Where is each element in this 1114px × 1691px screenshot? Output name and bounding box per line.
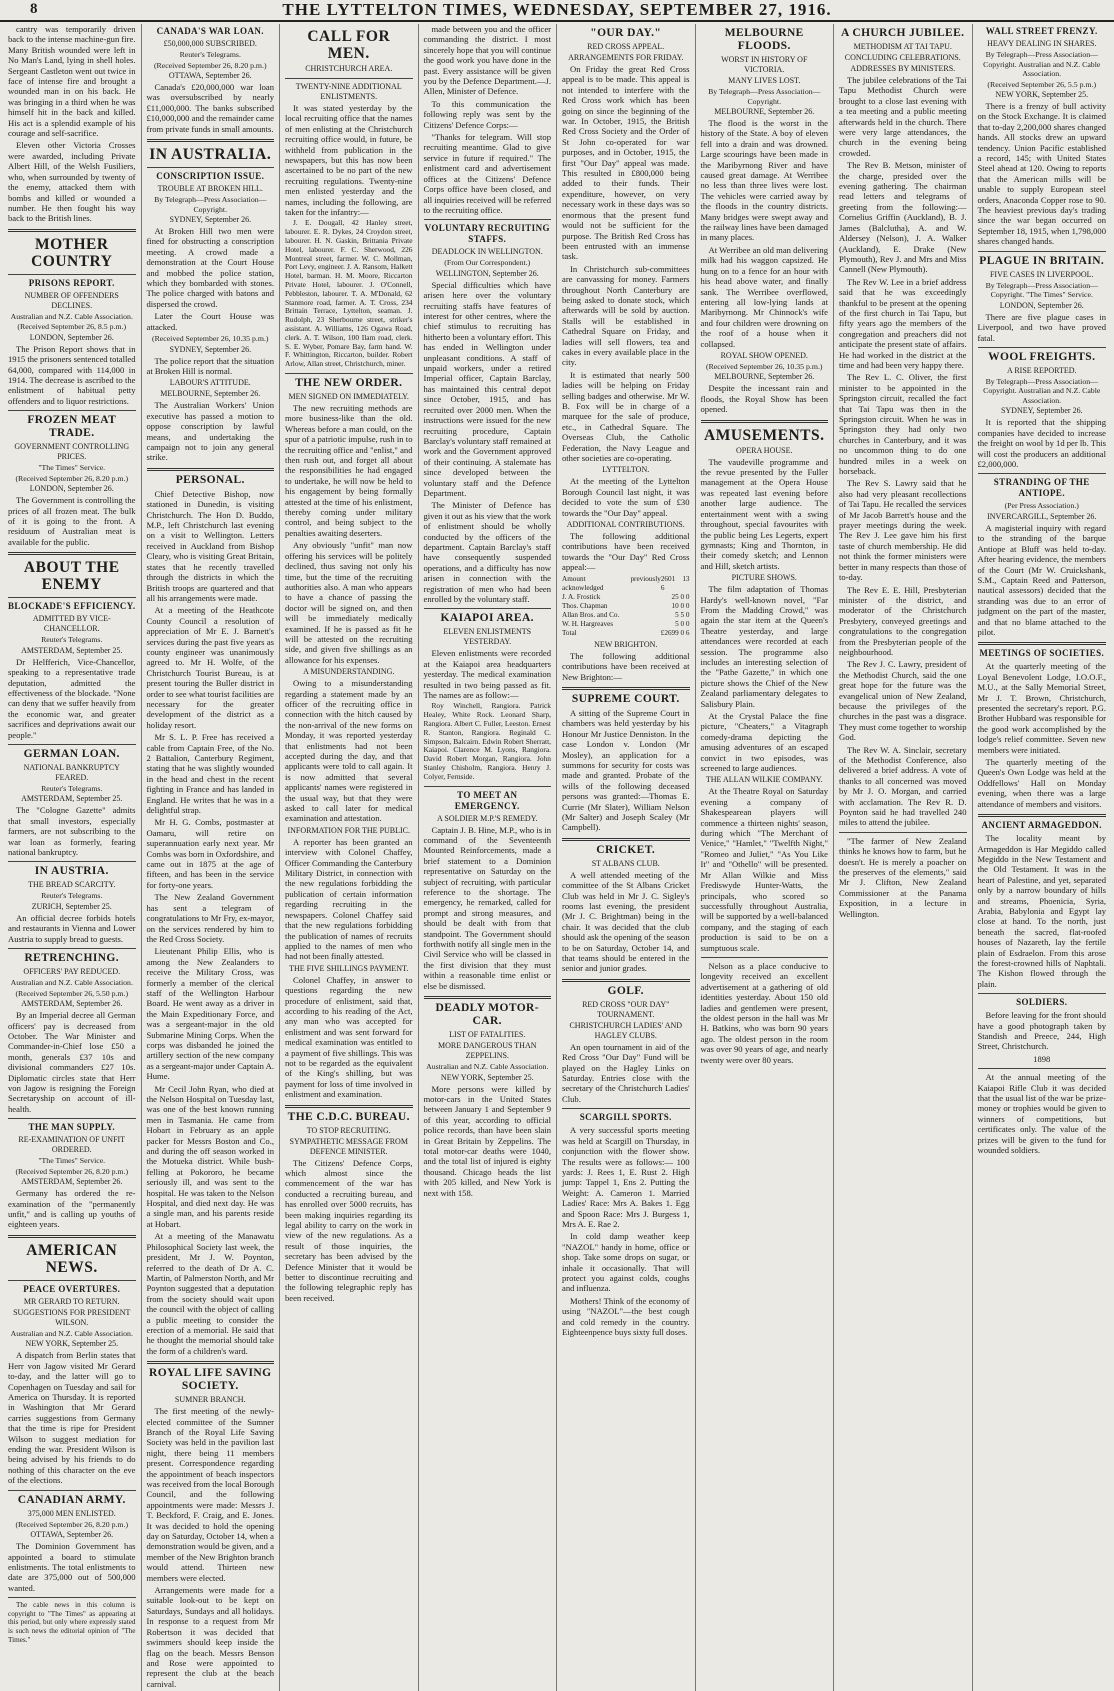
article-subheading: THE ALLAN WILKIE COMPANY. (705, 775, 823, 785)
article-text: The film adaptation of Thomas Hardy's well-known novel, "Far From the Madding Crowd," was again the star item at the Queen's Theatre yesterday, and large attendances were recorded at each session. The programme also includes an interesting selection of the "Pathe Gazette," in which one picture shows the Chief of the New Zealand parliamentary delegates to Salisbury Plain. (700, 584, 828, 709)
dateline: SYDNEY, September 26. (169, 344, 252, 354)
article-text: Eleven enlistments were recorded at the Kaiapoi area headquarters yesterday. The medical examination resulted in two being passed as fit. The names are as follow:— (423, 648, 551, 701)
source-line: Reuter's Telegrams. (41, 891, 103, 901)
article-subheading: GOVERNMENT CONTROLLING PRICES. (14, 442, 130, 462)
article-subheading: NATIONAL BANKRUPTCY FEARED. (23, 762, 120, 782)
divider (147, 468, 275, 471)
article-heading: PEACE OVERTURES. (23, 1283, 121, 1294)
divider (562, 1108, 690, 1109)
column-8 (973, 24, 1112, 1691)
article-subheading: ROYAL SHOW OPENED. (720, 350, 808, 360)
article-text: The locality meant by Armageddon is Har Megiddo called Megiddo in the New Testament and the Old Testament. It was in the heart of Palestine, and yet, separated only by a narrow boundary of hills and streams, Phoenicia, Syria, Arabia, Babylonia and Egypt lay close at hand. To the north, just beneath the sacred, flat-roofed houses of Nazareth, lay the fertile plain of Esdraelon. From this arose the forest-crowned hills of Naphtali. The Kishon flowed through the plain. (977, 833, 1106, 989)
article-heading: IN AUSTRIA. (34, 865, 109, 878)
source-line: Reuter's Telegrams. (41, 635, 103, 645)
page-number: 8 (30, 1, 38, 17)
divider (8, 1235, 136, 1238)
article-text: Nelson as a place conducive to longevity received an excellent advertisement at a gathering of old identities yesterday. About 150 old ladies and gentlemen were present, the oldest person in the hall was Mr H. Batkins, who was born 90 years ago. The oldest person in the room was over 90 years of age, and nearly twenty were over 80 years. (700, 960, 828, 1065)
newspaper-columns (3, 24, 1111, 1689)
article-text: To this communication the following reply was sent by the Citizens' Defence Corps:— (423, 98, 551, 130)
dateline: NEW YORK, September 25. (25, 1339, 119, 1349)
article-text: Mr Cecil John Ryan, who died at the Nelson Hospital on Tuesday last, was one of the best known running men in Tasmania. He came from Hobart in February as an apple packer for Messrs Boston and Co., and during the off season worked in the Motueka district. While bush-felling at Pokororo, he became seriously ill, and was sent to the hospital. He was taken to the Nelson Hospital, and died next day. He was a single man, and his parents reside at Hobart. (146, 1083, 274, 1229)
article-heading: "OUR DAY." (590, 27, 662, 39)
section-heading: IN AUSTRALIA. (149, 146, 272, 164)
article-subheading: MORE DANGEROUS THAN ZEPPELINS. (437, 1041, 537, 1061)
article-text: A reporter has been granted an interview with Colonel Chaffey, Officer Commanding the Canterbury Military District, in connection with the new regulations forbidding the publication of certain information regarding recruiting in the newspapers. Colonel Chaffey said that the new regulations forbidding the publication of names of recruits applied to the names of men who had not been finally attested. (285, 836, 413, 962)
article-text: Canada's £20,000,000 war loan was oversubscribed by nearly £11,000,000. The banks subscribed £10,000,000 and the remainder came from private funds in small amounts. (146, 82, 274, 134)
divider (8, 1597, 136, 1598)
divider (8, 1280, 136, 1281)
article-text: The Prison Report shows that in 1915 the prisoners sentenced totalled 64,000, compared with 114,000 in 1914. The decrease is ascribed to the enlistment of habitual petty offenders and to liquor restrictions. (8, 343, 136, 406)
dateline: SYDNEY, September 26. (169, 215, 252, 225)
article-text: At the meeting of the Lyttelton Borough Council last night, it was decided to vote the sum of £30 towards the "Our Day" appeal. (562, 476, 690, 518)
divider (701, 957, 829, 958)
article-text: The Rev B. Metson, minister of the charge, presided over the evening gathering. The chairman read letters and telegrams of greeting from the following:—Cornelius Griffin (Auckland), B. J. James (Balclutha), A. and W. Aldersey (Nelson), J. A. Walker (Auckland), E. Drake (New Plymouth), Rev J. and Mrs and Miss Cannell (New Plymouth). (839, 160, 967, 275)
received-line: (Received September 26, 5.50 p.m.) (15, 988, 129, 998)
article-text: Despite the incessant rain and floods, the Royal Show has been opened. (700, 383, 828, 415)
article-subheading: TWENTY-NINE ADDITIONAL ENLISTMENTS. (295, 82, 402, 101)
article-text: More persons were killed by motor-cars in the United States between January 1 and September 9 of this year, according to official police records, than have been slain in Great Britain by Zeppelins. The total motor-car deaths were 1040, and the total list of injured is eighty thousand. Chicago heads the list with 205 killed, and New York is next with 158. (423, 1083, 551, 1198)
article-subheading: MANY LIVES LOST. (728, 76, 801, 85)
masthead (0, 0, 1114, 22)
article-text: A magisterial inquiry with regard to the stranding of the barque Antiope at Bluff was held to-day. After hearing evidence, the members of the Court (Mr W. Cruickshank, S.M., Captain Reed and Patterson, nautical assessors) decided that the stranding was due to an error of judgment on the part of the master, and that no blame attached to the pilot. (977, 522, 1106, 637)
dateline: SYDNEY, September 26. (1000, 406, 1083, 416)
divider (147, 167, 275, 168)
contributions-table (562, 575, 690, 638)
received-line: (Received September 26, 8.20 p.m.) (15, 1519, 129, 1529)
article-subheading: LIST OF FATALITIES. (449, 1030, 526, 1040)
section-heading: AMUSEMENTS. (704, 426, 825, 444)
article-text: Arrangements were made for a suitable look-out to be kept on Saturdays, Sundays and all holidays. In response to a request from Mr Robertson it was decided that swimmers should keep inside the flag on the beach. Messrs Benson and Rose were appointed to represent the club at the beach carnival. (146, 1585, 274, 1689)
divider (285, 373, 413, 374)
dateline: ZURICH, September 25. (31, 901, 112, 911)
article-subheading: RED CROSS APPEAL. (587, 42, 665, 51)
article-text: Germany has ordered the re-examination of the "permanently unfit," and is calling up youths of eighteen years. (8, 1188, 136, 1230)
source-line: Reuter's Telegrams. (179, 50, 241, 59)
article-subheading: DEADLOCK IN WELLINGTON. (431, 247, 543, 257)
section-heading: MOTHER COUNTRY (31, 235, 113, 270)
article-text: The police report that the situation at Broken Hill is normal. (146, 355, 274, 376)
divider (978, 993, 1107, 994)
article-text: Any obviously "unfit" man now offering his services will be politely declined, thus saving not only his time, but the time of the recruiting authorities also. A man who appears to have a chance of passing the doctor will be signed on, and then will be immediately medically examined. If he is passed as fit he will be attested on the recruiting side, and given five shillings as an allowance for his expenses. (285, 540, 413, 665)
article-text: The Rev S. Lawry said that he also had very pleasant recollections of Tai Tapu. He recalled the services of Mr Jacob Barrett's house and the prayer meetings during the week. The Rev J. Lee gave him his first taste of church membership. He did not think the former ministers were better in many respects than those of to-day. (839, 478, 967, 583)
article-text: A well attended meeting of the committee of the St Albans Cricket Club was held in Mr J. C. Sigley's rooms last evening, the president (Mr J. C. Brightman) being in the chair. It was decided that the club should ask the opening of the season to be on Saturday, October 14, and that teams should be entered in the senior and junior grades. (562, 869, 690, 974)
article-subheading: TO STOP RECRUITING. (306, 1125, 391, 1135)
article-heading: FROZEN MEAT TRADE. (27, 414, 117, 440)
divider (978, 1068, 1107, 1069)
article-text: Colonel Chaffey, in answer to questions regarding the new procedure of enlistment, said that, according to his reading of the Act, any man who was accepted for enlistment and was sent forward for medical examination was entitled to a payment of five shillings. This was not to be regarded as the equivalent of the King's shilling, but was payment for loss of time involved in enlistment and examination. (285, 974, 413, 1100)
dateline: LONDON, September 26. (999, 300, 1084, 310)
section-heading: ABOUT THE ENEMY (23, 559, 120, 594)
article-text: An open tournament in aid of the Red Cross "Our Day" Fund will be played on the Hagley Links on Saturday. Entries close with the secretary of the Christchurch Ladies' Club. (562, 1041, 690, 1104)
divider (978, 251, 1107, 252)
article-subheading: WORST IN HISTORY OF VICTORIA. (721, 55, 808, 74)
divider (147, 139, 275, 142)
article-heading: GOLF. (607, 984, 644, 997)
table-row: Total £2699 0 6 (562, 628, 690, 637)
article-text: The Government is controlling the prices of all frozen meat. The bulk of it is going to the front. A residuum of Australian meat is available for the public. (8, 495, 136, 547)
article-text: There are five plague cases in Liverpool, and two have proved fatal. (977, 311, 1106, 343)
article-text: Dr Helfferich, Vice-Chancellor, speaking to a representative trade deputation, admitted the effectiveness of the blockade. "None can deny that we suffer heavily from the economic war, and greater sacrifices and deprivations await our people." (8, 656, 136, 740)
article-heading: KAIAPOI AREA. (440, 612, 534, 625)
column-3 (280, 24, 419, 1691)
divider (8, 410, 136, 411)
article-heading: RETRENCHING. (24, 952, 120, 965)
article-heading: THE MAN SUPPLY. (28, 1122, 116, 1133)
article-text: The Rev W. A. Sinclair, secretary of the Methodist Conference, also delivered a brief address. A vote of thanks to all concerned was moved by Mr J. O. Morgan, and carried with acclamation. The Rev R. D. Poynton said he had travelled 240 miles to attend the jubilee. (839, 744, 967, 828)
article-heading: WOOL FREIGHTS. (988, 350, 1096, 363)
article-text: The Minister of Defence has given it out as his view that the work of enlistment should be wholly conducted by the officers of the department. Captain Barclay's staff have consequently suspended operations, and a difficulty has now arisen in connection with the registration of men who had been enrolled by the voluntary staff. (423, 500, 551, 604)
dateline: INVERCARGILL, September 26. (987, 511, 1097, 521)
article-text: The New Zealand Government has sent a telegram of congratulations to Mr Fry, ex-mayor, on the services rendered by him to the Red Cross Society. (146, 892, 274, 944)
article-heading: DEADLY MOTOR-CAR. (435, 1002, 539, 1028)
received-line: (Received September 26, 8.20 p.m.) (15, 1166, 129, 1176)
article-text: Owing to a misunderstanding regarding a statement made by an officer of the recruiting office in connection with the hitch caused by the non-arrival of the new forms on Monday, it was reported yesterday that enlistments had not been accepted during the day, and that applicants were told to call again. It is now admitted that several applicants' names were registered in the usual way, but that they were asked to call later for medical examination and attestation. (285, 678, 413, 824)
divider (978, 814, 1107, 817)
received-line: (Received September 26, 8.20 p.m.) (15, 473, 129, 483)
article-subheading: CONCLUDING CELEBRATIONS. (844, 53, 961, 62)
article-text: Eleven other Victoria Crosses were awarded, including Private Albert Hill, of the Welsh Fusiliers, who, when surrounded by twenty of the enemy, attacked them with bombs and killed or wounded a number. He then fought his way back to the British lines. (8, 140, 136, 224)
article-text: A sitting of the Supreme Court in chambers was held yesterday by his Honour Mr Justice Denniston. In the case London v. London (Mr Mosley), an application for a summons for security for costs was made and granted. Probate of the wills of the following deceased persons was granted:—Thomas E. Currie (Mr Slater), William Nelson (Mr Salter) and Joseph Scaley (Mr Campbell). (562, 707, 690, 833)
article-subheading: FIVE CASES IN LIVERPOOL. (989, 269, 1094, 279)
section-heading: AMERICAN NEWS. (26, 1241, 118, 1276)
article-subheading: RE-EXAMINATION OF UNFIT ORDERED. (18, 1135, 126, 1155)
article-subheading: MR GERARD TO RETURN. (23, 1296, 120, 1306)
divider (285, 78, 413, 79)
article-text: The Rev E. E. Hill, Presbyterian minister of the district, and moderator of the Christchurch Presbytery, conveyed greetings and congratulations to the congregation from the Presbyterian people of the neighbourhood. (839, 584, 967, 657)
article-heading: SCARGILL SPORTS. (579, 1112, 672, 1123)
divider (8, 229, 136, 232)
advertisement-code: 1898 (1033, 1053, 1051, 1064)
section-heading: CALL FOR MEN. (307, 28, 391, 62)
article-heading: TO MEET AN EMERGENCY. (454, 789, 520, 811)
article-text: Mothers! Think of the economy of using "NAZOL"—the best cough and cold remedy in the country. Eighteenpence buys sixty full doses. (562, 1295, 690, 1337)
article-text: "Thanks for telegram. Will stop recruiting meantime. Glad to give service in future if required." The enlistment card and advertisement offices at the Citizens' Defence Corps office have been closed, and all inquiries received will be referred to the recruiting office. (423, 132, 551, 215)
divider (147, 1361, 275, 1364)
article-heading: STRANDING OF THE ANTIOPE. (993, 477, 1090, 499)
article-text: Special difficulties which have arisen here over the voluntary recruiting staffs have features of interest for other centres, where the chief stimulus to recruiting has hitherto been a voluntary effort. This has ended in Wellington under unpleasant conditions. A staff of unpaid workers, under a retired Imperial officer, Captain Barclay, has maintained this central depot since October, 1915, and has recruited over 2000 men. When the instructions were issued for the new recruiting procedure, Captain Barclay's voluntary staff remained at work and the Government approved of their continuing. A stalemate has since developed between the voluntary staff and the Defence Department. (423, 279, 551, 498)
received-line: (Received September 26, 10.35 p.m.) (152, 334, 269, 344)
article-text: It was stated yesterday by the local recruiting office that the names of men enlisting at the Christchurch recruiting office would, in future, be withheld from publication in the newspapers, but this has now been ascertained to be no part of the new recruiting regulations. Twenty-nine men enlisted yesterday and the names, including the following, are taken for the infantry:— (285, 103, 413, 218)
received-line: (Received September 26, 8.5 p.m.) (17, 322, 127, 332)
article-text: The Rev W. Lee in a brief address said that he was exceedingly thankful to be present at the opening of the first church in Tai Tapu, but fifty years ago the members of the congregation and preachers did not anticipate the present state of affairs. He had worked in the district at the time and had been very happy there. (839, 276, 967, 370)
divider (978, 473, 1107, 474)
article-heading: THE C.D.C. BUREAU. (287, 1110, 410, 1123)
article-heading: MEETINGS OF SOCIETIES. (979, 648, 1105, 659)
advertisement-text: Before leaving for the front should have a good photograph taken by Standish and Preece, 244, High Street, Christchurch. (977, 1010, 1106, 1052)
article-text: An official decree forbids hotels and restaurants in Vienna and Lower Austria to supply bread to guests. (8, 912, 136, 944)
divider (8, 744, 136, 745)
article-text: The Rev J. C. Lawry, president of the Methodist Church, said the one great hope for the future was the evangelical union of New Zealand, because the privileges of the churches in the past was a disgrace. They must come together to worship God. (839, 659, 967, 743)
article-heading: PRISONS REPORT. (28, 277, 115, 288)
source-line: By Telegraph—Press Association—Copyright. (708, 87, 821, 106)
column-2 (142, 24, 281, 1691)
article-text: made between you and the officer commanding the district. I most sincerely hope that you will continue the good work you have done in the past. Every assistance will be given you by the Defence Department.—J. Allen, Minister of Defence. (423, 24, 551, 97)
divider (8, 552, 136, 555)
article-text: Mr H. G. Combs, postmaster at Oamaru, will retire on superannuation early next year. Mr Combs was born in Oxfordshire, and came out in 1875 at the age of fifteen, and has been in the service for forty-one years. (146, 817, 274, 890)
article-text: A dispatch from Berlin states that Herr von Jagow visited Mr Gerard to-day, and the latter will go to Copenhagen on Tuesday and sail for America on Thursday. It is reported in Washington that Mr Gerard carries suggestions from Germany that the time is ripe for President Wilson to suggest mediation for ending the war. President Wilson is being advised by his friends to do nothing of this character on the eve of the elections. (8, 1350, 136, 1486)
source-line: Australian and N.Z. Cable Association. (10, 978, 133, 988)
article-text: There is a frenzy of bull activity on the Stock Exchange. It is claimed that to-day 2,200,000 shares changed hands. All stocks drew an upward tendency. Union Pacific established a record, 145; with United States Steel ahead at 120. Owing to reports that the American mills will be unable to supply European steel orders, Anaconda Copper rose to 90. The heaviest previous day's trading since the war began occurred on September 18, 1915, when 1,798,000 shares changed hands. (977, 101, 1106, 247)
divider (8, 1118, 136, 1119)
article-text: The following additional contributions have been received at New Brighton:— (562, 650, 690, 682)
article-heading: ANCIENT ARMAGEDDON. (981, 820, 1102, 831)
article-subheading: ARRANGEMENTS FOR FRIDAY. (568, 53, 684, 62)
article-subheading: SUMNER BRANCH. (174, 1395, 246, 1405)
article-subheading: THE FIVE SHILLINGS PAYMENT. (289, 963, 409, 973)
column-5 (557, 24, 696, 1691)
article-subheading: CHRISTCHURCH LADIES' AND HAGLEY CLUBS. (569, 1020, 683, 1040)
source-line: By Telegraph—Press Association—Copyright. "The Times" Service. (985, 280, 1098, 300)
dateline: MELBOURNE, September 26. (160, 389, 261, 399)
divider (562, 838, 690, 841)
divider (701, 420, 829, 423)
dateline: OTTAWA, September 26. (168, 71, 252, 80)
received-line: (Received September 26, 8.20 p.m.) (153, 60, 267, 70)
article-subheading: CHRISTCHURCH AREA. (305, 64, 393, 73)
article-text: At Werribee an old man delivering milk had his waggon capsized. He hung on to a fence for an hour with his head above water, and finally sank. The Werribee overflowed, entering all low-lying lands at Maribyrnong. Mr Chinnock's wife and four children were drowning on the roof of a house when it collapsed. (700, 244, 828, 349)
article-subheading: ADDITIONAL CONTRIBUTIONS. (566, 520, 685, 530)
article-subheading: ELEVEN ENLISTMENTS YESTERDAY. (443, 627, 532, 647)
article-text: At a meeting of the Manawatu Philosophical Society last week, the president, Mr J. W. Poynton, referred to the death of Dr A. C. Martin, of Palmerston North, and Mr Poynton suggested that a deputation from the society should wait upon the council with the object of calling a public meeting to consider the erection of a memorial. He said that he thought the memorial should take the form of a children's ward. (146, 1231, 274, 1356)
dateline: LONDON, September 26. (29, 332, 114, 342)
divider (978, 347, 1107, 348)
article-text: Captain J. B. Hine, M.P., who is in command of the Seventeenth Mounted Reinforcements, made a brief statement to a Dominion representative on Saturday on the subject of recruiting, with particular reference to the shortage. The emergency, he remarked, called for prompt and strong measures, and should be dealt with from that standpoint. The Government should forthwith notify all single men in the Civil Service who will be classed in the first division that they must within a reasonable time enlist or else be dismissed. (423, 824, 551, 991)
article-subheading: 375,000 MEN ENLISTED. (27, 1508, 116, 1518)
article-heading: PERSONAL. (175, 473, 245, 486)
article-subheading: THE BREAD SCARCITY. (28, 880, 116, 890)
table-row: W. H. Hargreaves 5 0 0 (562, 619, 690, 628)
divider (8, 597, 136, 598)
article-text: A very successful sports meeting was held at Scargill on Thursday, in conjunction with the flower show. The results were as follows:— 100 yards: J. Rees 1, E. Rust 2. High jump: Tappel 1, Ens 2. Putting the Weight: A. Cameron 1. Married Ladies' Race: Mrs A. Bakes 1. Egg and Spoon Race: Mrs J. Burgess 1, Mrs A. E. Rae 2. (562, 1125, 690, 1229)
article-text: The Citizens' Defence Corps, which almost since the commencement of the war has conducted a recruiting bureau, and has enrolled over 5000 recruits, has been making inquiries regarding its legal ability to carry on the work in view of the new regulations. As a result of those inquiries, the secretary has been advised by the Defence Minister that it would be better to discontinue recruiting and the following telegraphic reply has been received. (285, 1157, 413, 1303)
divider (8, 861, 136, 862)
article-subheading: INFORMATION FOR THE PUBLIC. (287, 825, 411, 835)
article-text: Mr S. L. P. Free has received a cable from Captain Free, of the No. 2 Battalion, Canterbury Regiment, stating that he was slightly wounded in the head and chest in the recent fighting in France and has landed in England. He writes that he was in a delightful strap. (146, 732, 274, 816)
article-subheading: A SOLDIER M.P.'S REMEDY. (437, 813, 538, 823)
dateline: AMSTERDAM, September 26. (21, 999, 123, 1009)
article-subheading: ST ALBANS CLUB. (591, 858, 660, 868)
column-4 (419, 24, 558, 1691)
table-row: Thos. Chapman 10 0 0 (562, 601, 690, 610)
source-line: Australian and N.Z. Cable Association. (426, 1062, 549, 1072)
article-heading: ROYAL LIFE SAVING SOCIETY. (149, 1367, 272, 1393)
article-text: In Christchurch sub-committees are canvassing for money. Farmers throughout North Canterbury are being asked to donate stock, which afterwards will be sold by auction. Stalls will be established in Cathedral Square on Friday, and ladies will sell flowers, tea and cakes in every available place in the city. (562, 263, 690, 368)
divider (978, 642, 1107, 645)
article-heading: THE NEW ORDER. (295, 377, 403, 390)
source-line: (Per Press Association.) (1004, 501, 1079, 511)
table-row: Amount previously acknowledged 2601 13 6 (562, 574, 690, 592)
dateline: NEW YORK, September 25. (995, 90, 1089, 99)
article-text: On Friday the great Red Cross appeal is to be made. This appeal is not intended to interfere with the Red Cross work which has been going on since the beginning of the war. In October, 1915, the British Red Cross Society and the Order of St John co-operated for war purposes, and in October, 1915, the first "Our Day" appeal was made. This resulted in £800,000 being added to their funds. Their expenditure, however, on very necessary work in these days was so enormous that the present fund would not be sufficient for the purpose. The British Red Cross has been entrusted with an immense task. (562, 64, 690, 262)
article-subheading: LYTTELTON. (602, 465, 650, 475)
source-line: (From Our Correspondent.) (444, 258, 531, 268)
dateline: NEW YORK, September 25. (440, 1072, 534, 1082)
article-subheading: RED CROSS "OUR DAY" TOURNAMENT. (582, 999, 670, 1019)
article-subheading: £50,000,000 SUBSCRIBED. (163, 39, 257, 48)
article-text: The quarterly meeting of the Queen's Own Lodge was held at the Oddfellows' Hall on Monday evening, when there was a large attendance of members and visitors. (977, 757, 1106, 809)
source-line: "The Times" Service. (38, 1156, 106, 1166)
article-subheading: ADDRESSES BY MINISTERS. (850, 64, 956, 73)
divider (424, 608, 552, 609)
source-line: "The Times" Service. (38, 463, 106, 473)
source-line: By Telegraph—Press Association—Copyright. Australian and N.Z. Cable Association. (983, 376, 1101, 405)
source-line: Australian and N.Z. Cable Association. (10, 1328, 133, 1338)
article-text: In cold damp weather keep "NAZOL" handy in home, office or shop. Take some drops on sugar, or inhale it occasionally. That will protect you against colds, coughs and influenza. (562, 1231, 690, 1294)
divider (8, 1490, 136, 1491)
source-line: By Telegraph—Press Association—Copyright. (154, 195, 267, 214)
article-text: Chief Detective Bishop, now stationed in Dunedin, is visiting Christchurch. The Hon D. Buddo, M.P., left Christchurch last evening on a visit to Wellington. Letters received in Auckland from Bishop Cleary, who is visiting Great Britain, states that he recently travelled through the districts in which the British troops are quartered and that all his arrangements were made. (146, 488, 274, 603)
source-line: By Telegraph—Press Association—Copyright. Australian and N.Z. Cable Association. (983, 50, 1101, 78)
dateline: MELBOURNE, September 26. (714, 107, 815, 116)
divider (424, 996, 552, 999)
divider (8, 274, 136, 275)
article-text: The following additional contributions have been received towards the "Our Day" Red Cross appeal:— (562, 531, 690, 573)
article-text: "The farmer of New Zealand thinks he knows how to farm, but he doesn't. He is merely a poacher on the preserves of the elements," said Mr J. Clifton, New Zealand Commissioner at the Panama Exposition, in a lecture in Wellington. (839, 835, 967, 919)
article-heading: GERMAN LOAN. (23, 747, 120, 760)
article-subheading: MEN SIGNED ON IMMEDIATELY. (288, 392, 409, 402)
article-text: At the annual meeting of the Kaiapoi Rifle Club it was decided that the usual list of the war be prize-money or trophies would be given to winners of competitions, but certificates only. The value of the prizes will be given to the fund for wounded soldiers. (977, 1072, 1106, 1156)
newspaper-title: THE LYTTELTON TIMES, WEDNESDAY, SEPTEMBER 27, 1916. (282, 0, 832, 19)
enlistment-list: J. E. Dougall, 42 Hanley street, labourer. E. R. Dykes, 24 Croydon street, labourer. H. N. Gaskin, Brittania Private Hotel, labourer. F. C. Sherwood, 226 Montreal street, farmer. W. C. Mollman, Port Levy, engineer. J. A. Ransom, Halkett Hotel, barman. H. M. Moore, Riccarton Private Hotel, labourer. J. O'Connell, Pebbleston, labourer. T. A. M'Donald, 62 Stanmore road, farmer. A. T. Cross, 234 Brittain Terrace, Lyttelton, seaman. J. Rudolph, 23 Sherbourne street, striker's assistant. A. Williams, 126 Ogawa Road, clerk. A. T. Wilson, 100 Ilam road, clerk. S. E. Wyber, Pomare Bay, farm hand. W. F. Whittington, Riccarton, builder. Robert Arlow, Allan street, Christchurch, miner. (285, 218, 413, 369)
article-text: The Australian Workers' Union executive has passed a motion to oppose conscription by lawful means, and undertaking the campaign not to join any general strike. (146, 400, 274, 463)
article-heading: SUPREME COURT. (571, 692, 680, 705)
article-subheading: LABOUR'S ATTITUDE. (169, 378, 251, 388)
article-subheading: OFFICERS' PAY REDUCED. (23, 967, 121, 977)
article-text: At the quarterly meeting of the Loyal Benevolent Lodge, I.O.O.F., M.U., at the Sally Memorial Street, Mr J. T. Brown, Christchurch, presented the secretary's report. P.G. Brother Hubbard was responsible for the good work accomplished by the lodge's relief committee. Seven new members were initiated. (977, 661, 1106, 755)
article-text: The first meeting of the newly-elected committee of the Sumner Branch of the Royal Life Saving Society was held in the pavilion last night, there being 11 members present. Correspondence regarding the appointment of beach inspectors was received from the local Borough Council, and the following appointments were made: Messrs J. T. Beckford, F. Craig, and E. Jones. It was decided to hold the opening day on Saturday, October 14, when a demonstration would be given, and a member of the New Brighton branch would attend. Thirteen new members were elected. (146, 1406, 274, 1583)
column-7 (834, 24, 973, 1691)
column-6 (696, 24, 835, 1691)
dateline: AMSTERDAM, September 25. (21, 645, 123, 655)
article-text: The "Cologne Gazette" admits that small investors, especially farmers, are not subscribing to the war loan as formerly, fearing national bankruptcy. (8, 805, 136, 858)
article-subheading: SUGGESTIONS FOR PRESIDENT WILSON. (13, 1307, 131, 1327)
divider (424, 219, 552, 220)
footnote: The cable news in this column is copyright to "The Times" as appearing at this period, but only where expressly stated is such news the editorial opinion of "The Times." (8, 1601, 136, 1644)
divider (8, 948, 136, 949)
source-line: Australian and N.Z. Cable Association. (10, 311, 133, 321)
article-heading: A CHURCH JUBILEE. (841, 27, 965, 39)
article-heading: PLAGUE IN BRITAIN. (979, 254, 1105, 267)
article-heading: BLOCKADE'S EFFICIENCY. (8, 601, 136, 612)
article-subheading: HEAVY DEALING IN SHARES. (987, 39, 1097, 48)
received-line: (Received September 26, 5.5 p.m.) (987, 79, 1097, 89)
article-subheading: NUMBER OF OFFENDERS DECLINES. (24, 290, 119, 310)
article-heading: MELBOURNE FLOODS. (724, 27, 804, 52)
column-1 (3, 24, 142, 1691)
article-heading: WALL STREET FRENZY. (985, 26, 1098, 36)
dateline: AMSTERDAM, September 26. (21, 1177, 123, 1187)
article-subheading: PICTURE SHOWS. (731, 573, 797, 583)
divider (839, 832, 967, 833)
enlistment-list: Roy Winchell, Rangiora. Patrick Healey, White Rock. Leonard Sharp, Rangiora. Albert C. Fuller, Leeston. Ernest R. Stanton, Rangiora. Reginald C. Simpson, Balcairn. Edwin Robert Sherratt, Kaiapoi. Clarence M. Lyons, Rangiora. David Robert Morgan, Rangiora. John Stanley Chisholm, Rangiora. Henry J. Colyer, Fernside. (423, 701, 551, 781)
article-text: Later the Court House was attacked. (146, 311, 274, 332)
article-subheading: ADMITTED BY VICE-CHANCELLOR. (32, 614, 111, 634)
table-row: Allan Bros. and Co. 5 5 0 (562, 610, 690, 619)
article-text: cantry was temporarily driven back to the intense machine-gun fire. Many British wounded were left in No Man's Land, lying in shell holes. Sergeant Castleton went out twice in face of intense fire and brought a wounded man in on his back. He was bringing in a third when he was himself hit in the back and killed. His act is a splendid example of his courage and self-sacrifice. (8, 24, 136, 139)
article-subheading: A RISE REPORTED. (1006, 365, 1077, 375)
divider (562, 979, 690, 982)
divider (562, 687, 690, 690)
article-heading: CANADA'S WAR LOAN. (156, 26, 264, 36)
article-subheading: METHODISM AT TAI TAPU. (853, 42, 952, 51)
article-subheading: SYMPATHETIC MESSAGE FROM DEFENCE MINISTER. (289, 1136, 408, 1156)
article-text: The flood is the worst in the history of the State. A boy of eleven fell into a drain and was drowned. Large scourings have been made in the Maribyrnong River and have caused great damage. At Werribee no less than three lives were lost. The vehicles were carried away by the floods in the country districts. Many bridges were swept away and the railway lines have been damaged in many places. (700, 118, 828, 243)
divider (424, 786, 552, 787)
article-subheading: A MISUNDERSTANDING. (303, 667, 395, 677)
article-text: The Dominion Government has appointed a board to stimulate enlistments. The total enlistments to date are 375,000 out of 500,000 wanted. (8, 1541, 136, 1593)
article-text: It is estimated that nearly 500 ladies will be helping on Friday selling badges and otherwise. Mr W. B. Fox will be in charge of a marquee for the sale of produce, etc., in Cathedral Square. The Overseas Club, the Catholic Federation, the Navy League and other societies are co-operating. (562, 369, 690, 464)
article-text: At Broken Hill two men were fined for obstructing a conscription meeting. A crowd made a demonstration at the Court House and mobbed the police station, which they bombarded with stones. The police charged with batons and dispersed the crowd. (146, 226, 274, 309)
dateline: AMSTERDAM, September 25. (21, 794, 123, 804)
article-text: At the Crystal Palace the fine picture, "Cheaters," a Vitagraph comedy-drama depicting the amusing adventures of an escaped convict in two episodes, was screened to large audiences. (700, 711, 828, 774)
dateline: MELBOURNE, September 26. (714, 372, 815, 382)
article-subheading: TROUBLE AT BROKEN HILL. (157, 184, 263, 194)
article-subheading: OPERA HOUSE. (736, 445, 793, 455)
article-subheading: NEW BRIGHTON. (594, 639, 658, 649)
article-text: By an Imperial decree all German officers' pay is decreased from October. The War Minister and Commander-in-Chief lose £50 a month, generals £37 10s and divisional commanders £27 10s. Diplomatic circles state that Herr von Jagow is resigning the Foreign Secretaryship on account of ill-health. (8, 1010, 136, 1114)
article-text: At the Theatre Royal on Saturday evening a company of Shakespearean players will commence a thirteen nights' season, during which "The Merchant of Venice," "Hamlet," "Twelfth Night," "Romeo and Juliet," "As You Like It" and "Othello" will be presented. Mr Allan Wilkie and Miss Frediswyde Hunter-Watts, the principals, who scored so successfully throughout Australia, will be supported by a well-balanced company, and the staging of each production is said to be on a sumptuous scale. (700, 786, 828, 953)
article-text: Lieutenant Philip Ellis, who is among the New Zealanders to receive the Military Cross, was formerly a member of the clerical staff of the Wellington Harbour Board. He went away as a driver in the Main Expeditionary Force, and was a sergeant-major in the old Submarine Mining Corps. When the corps was disbanded he joined the artillery section of the new company as a sergeant-major under Captain A. Hume. (146, 946, 274, 1082)
divider (285, 1105, 413, 1108)
article-heading: SOLDIERS. (1016, 997, 1068, 1008)
article-heading: CANADIAN ARMY. (17, 1493, 126, 1506)
article-heading: CRICKET. (596, 843, 656, 856)
article-text: The new recruiting methods are more business-like than the old. Whereas before a man could, on the spur of a patriotic impulse, rush in to the recruiting office and "enlist," and then rush out, and forget all about the responsibilities he had engaged to undertake, he will now be held to his engagement by being formally attested at the time of his enlistment, thereby coming under military control, and being subject to the penalties awaiting deserters. (285, 403, 413, 538)
received-line: (Received September 26, 10.35 p.m.) (706, 361, 823, 371)
dateline: OTTAWA, September 26. (30, 1530, 114, 1540)
article-text: The jubilee celebrations of the Tai Tapu Methodist Church were brought to a close last evening with a tea meeting and a public meeting afterwards held in the church. There were very large attendances, the church in the evening being crowded. (839, 75, 967, 158)
dateline: LONDON, September 26. (29, 484, 114, 494)
article-text: The Rev L. C. Oliver, the first minister to be appointed in the Springston circuit, recalled the fact that Tai Tapu was then in the Springston circuit. When he was in Springston they had only two churches in Canterbury, and it was no uncommon thing to do one hundred miles in a week on horseback. (839, 372, 967, 477)
dateline: WELLINGTON, September 26. (435, 268, 539, 278)
article-text: At a meeting of the Heathcote County Council a resolution of appreciation of Mr E. J. Barnett's services during the past five years as county engineer was unanimously agreed to. Mr H. Wolfe, of the Christchurch Tourist Bureau, is at present touring the Buller district in order to see what tourist facilities are necessary for the greater development of the district as a holiday resort. (146, 605, 274, 730)
article-heading: VOLUNTARY RECRUITING STAFFS. (424, 223, 550, 245)
table-row: J. A. Frostick 25 0 0 (562, 592, 690, 601)
article-text: The vaudeville programme and the revue presented by the Fuller management at the Opera House was repeated last evening before another large audience. The entertainment went with a swing throughout, special favourites with the public being Les Legerts, expert gymnasts; King and Thornton, in their comedy sketch; and Lennon and Hill, sketch artists. (700, 456, 828, 571)
article-text: It is reported that the shipping companies have decided to increase the freight on wool by 1d per lb. This will cost the producers an additional £2,000,000. (977, 417, 1106, 470)
article-heading: CONSCRIPTION ISSUE. (156, 171, 265, 182)
source-line: Reuter's Telegrams. (41, 783, 103, 793)
